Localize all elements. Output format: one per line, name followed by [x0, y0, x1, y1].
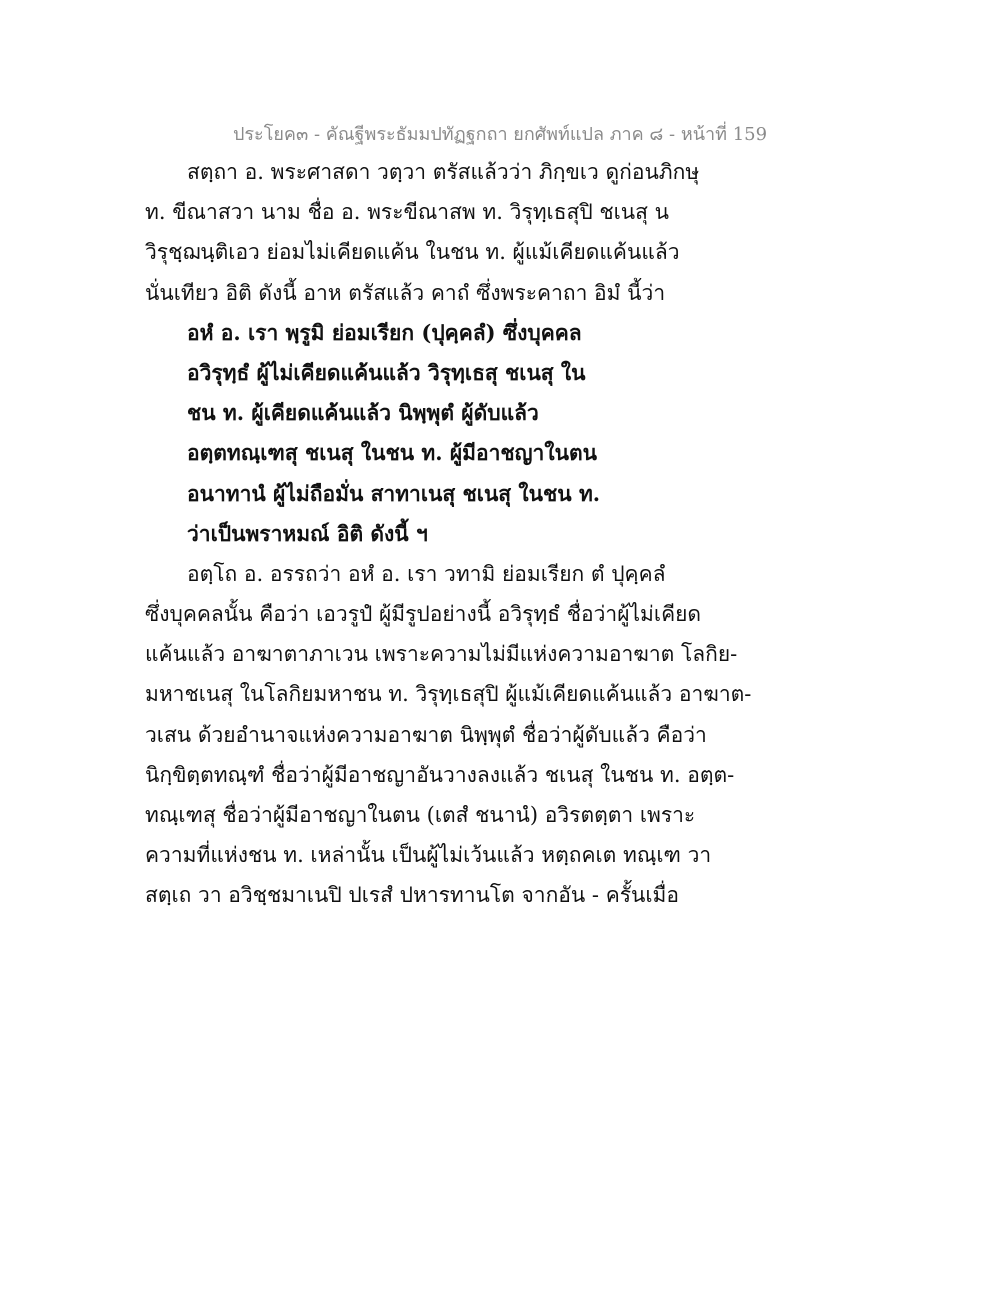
paragraph-line: ท. ขีณาสวา นาม ชื่อ อ. พระขีณาสพ ท. วิรุทฺเธสุปิ ชเนสุ น	[145, 200, 669, 225]
paragraph-line: ทณฺเฑสุ ชื่อว่าผู้มีอาชญาในตน (เตสํ ชนานํ) อวิรตตฺตา เพราะ	[145, 803, 696, 827]
verse-line: อตฺตทณฺเฑสุ ชเนสุ ในชน ท. ผู้มีอาชญาในตน	[187, 440, 597, 466]
paragraph-line: มหาชเนสุ ในโลกิยมหาชน ท. วิรุทฺเธสุปิ ผู้แม้เคียดแค้นแล้ว อาฆาต-	[145, 682, 752, 707]
verse-line: ชน ท. ผู้เคียดแค้นแล้ว นิพฺพุตํ ผู้ดับแล้ว	[187, 400, 539, 426]
verse-line: อหํ อ. เรา พฺรูมิ ย่อมเรียก (ปุคฺคลํ) ซึ่งบุคคล	[187, 319, 582, 345]
paragraph-line: แค้นแล้ว อาฆาตาภาเวน เพราะความไม่มีแห่งความอาฆาต โลกิย-	[145, 642, 738, 667]
verse-line: อนาทานํ ผู้ไม่ถือมั่น สาทาเนสุ ชเนสุ ในชน ท.	[187, 480, 601, 506]
paragraph-line: ความที่แห่งชน ท. เหล่านั้น เป็นผู้ไม่เว้นแล้ว หตฺถคเต ทณฺเฑ วา	[145, 843, 712, 868]
verse-line: อวิรุทฺธํ ผู้ไม่เคียดแค้นแล้ว วิรุทฺเธสุ ชเนสุ ใน	[187, 359, 586, 385]
paragraph-line: ซึ่งบุคคลนั้น คือว่า เอวรูปํ ผู้มีรูปอย่างนี้ อวิรุทฺธํ ชื่อว่าผู้ไม่เคียด	[145, 602, 702, 627]
paragraph-line: วเสน ด้วยอำนาจแห่งความอาฆาต นิพฺพุตํ ชื่อว่าผู้ดับแล้ว คือว่า	[145, 722, 707, 747]
paragraph-line: นั่นเทียว อิติ ดังนี้ อาห ตรัสแล้ว คาถํ ซึ่งพระคาถา อิมํ นี้ว่า	[145, 280, 666, 305]
document-body	[145, 152, 905, 916]
verse-line: ว่าเป็นพราหมณ์ อิติ ดังนี้ ฯ	[187, 520, 428, 546]
paragraph-line: สตฺเถ วา อวิชฺชมาเนปิ ปเรสํ ปหารทานโต จากอัน - ครั้นเมื่อ	[145, 883, 680, 908]
paragraph-line: อตฺโถ อ. อรรถว่า อหํ อ. เรา วทามิ ย่อมเรียก ตํ ปุคฺคลํ	[187, 561, 666, 586]
paragraph-line: วิรุชฺฌนฺติเอว ย่อมไม่เคียดแค้น ในชน ท. ผู้แม้เคียดแค้นแล้ว	[145, 240, 680, 265]
paragraph-line: สตฺถา อ. พระศาสดา วตฺวา ตรัสแล้วว่า ภิกฺขเว ดูก่อนภิกษุ	[187, 160, 700, 184]
page-header: ประโยค๓ - คัณฐีพระธัมมปทัฏฐกถา ยกศัพท์แปล ภาค ๘ - หน้าที่ 159	[232, 124, 768, 145]
paragraph-line: นิกฺขิตฺตทณฺฑํ ชื่อว่าผู้มีอาชญาอันวางลงแล้ว ชเนสุ ในชน ท. อตฺต-	[145, 762, 735, 787]
